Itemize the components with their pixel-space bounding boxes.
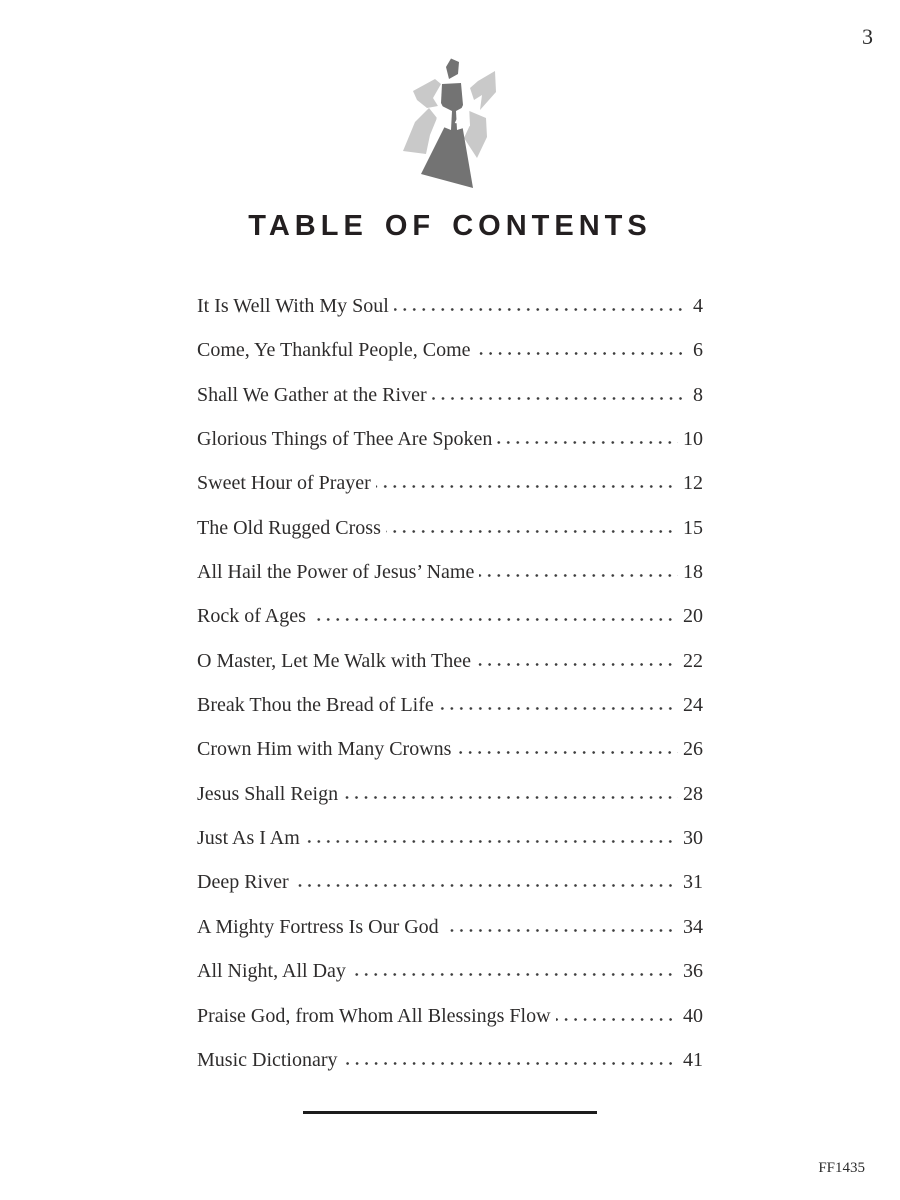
toc-entry-title: It Is Well With My Soul	[197, 295, 389, 317]
toc-entry-page: 8	[693, 383, 703, 406]
toc-entry	[197, 905, 703, 949]
toc-dot-leader	[556, 1017, 678, 1022]
toc-dot-leader	[444, 928, 678, 933]
catalog-number: FF1435	[818, 1160, 865, 1176]
toc-dot-leader	[456, 750, 678, 755]
toc-entry-page: 26	[683, 738, 703, 761]
toc-entry-title: Praise God, from Whom All Blessings Flow	[197, 1004, 551, 1027]
logo-left-wing-upper	[413, 79, 441, 108]
toc-entry	[197, 328, 703, 372]
toc-dot-leader	[386, 529, 678, 534]
toc-entry-page: 31	[683, 871, 703, 894]
logo-right-wing-upper	[470, 71, 496, 110]
toc-entry-title: Glorious Things of Thee Are Spoken	[197, 428, 493, 451]
toc-entry	[197, 949, 703, 993]
toc-dot-leader	[476, 662, 678, 667]
logo-head	[446, 59, 459, 80]
toc-dot-leader	[439, 706, 678, 711]
toc-entry-page: 28	[683, 782, 703, 805]
toc-dot-leader	[376, 484, 678, 489]
toc-entry	[197, 727, 703, 771]
toc-entry-page: 40	[683, 1004, 703, 1027]
toc-entry	[197, 461, 703, 505]
toc-entry-title: Break Thou the Bread of Life	[197, 694, 434, 717]
toc-entry	[197, 772, 703, 816]
toc-dot-leader	[343, 1061, 678, 1066]
toc-entry	[197, 639, 703, 683]
toc-dot-leader	[305, 839, 678, 844]
toc-entry	[197, 373, 703, 417]
toc-entry-page: 22	[683, 649, 703, 672]
toc-dot-leader	[351, 972, 678, 977]
toc-entry-title: O Master, Let Me Walk with Thee	[197, 649, 472, 672]
toc-entry-title: All Night, All Day	[197, 960, 346, 983]
page-title: TABLE OF CONTENTS	[248, 210, 652, 242]
toc-entry-title: Shall We Gather at the River	[197, 383, 427, 406]
toc-entry	[197, 506, 703, 550]
toc-entry-title: Come, Ye Thankful People, Come	[197, 339, 471, 362]
toc-entry-title: Deep River	[197, 871, 289, 894]
toc-entry	[197, 550, 703, 594]
toc-entry-title: A Mighty Fortress Is Our God	[197, 915, 439, 938]
footer-divider-line	[303, 1111, 597, 1114]
toc-entry	[197, 994, 703, 1038]
toc-entry-page: 36	[683, 960, 703, 983]
toc-entry-page: 20	[683, 605, 703, 628]
toc-entry-page: 15	[683, 516, 703, 539]
toc-entry-page: 18	[683, 561, 703, 584]
toc-entry-title: The Old Rugged Cross	[197, 516, 381, 539]
toc-dot-leader	[432, 396, 688, 401]
toc-entry	[197, 284, 703, 328]
toc-entry	[197, 683, 703, 727]
table-of-contents	[197, 284, 703, 1082]
toc-entry-page: 30	[683, 827, 703, 850]
toc-entry-title: Rock of Ages	[197, 605, 306, 628]
toc-entry-title: Music Dictionary	[197, 1048, 338, 1071]
page-number: 3	[862, 24, 873, 49]
toc-entry-title: Sweet Hour of Prayer	[197, 472, 371, 495]
toc-entry-title: Just As I Am	[197, 827, 300, 850]
toc-dot-leader	[394, 307, 688, 312]
toc-entry	[197, 417, 703, 461]
logo-left-wing-lower	[403, 108, 437, 154]
toc-entry	[197, 594, 703, 638]
toc-entry-page: 24	[683, 694, 703, 717]
toc-entry	[197, 860, 703, 904]
toc-entry	[197, 816, 703, 860]
toc-entry-page: 10	[683, 428, 703, 451]
toc-dot-leader	[476, 351, 688, 356]
toc-dot-leader	[479, 573, 678, 578]
toc-entry-page: 12	[683, 472, 703, 495]
toc-entry-page: 6	[693, 339, 703, 362]
toc-entry-page: 41	[683, 1048, 703, 1071]
toc-dot-leader	[343, 795, 678, 800]
toc-entry-title: Jesus Shall Reign	[197, 782, 339, 805]
toc-dot-leader	[311, 617, 678, 622]
toc-entry-title: Crown Him with Many Crowns	[197, 738, 452, 761]
toc-dot-leader	[497, 440, 678, 445]
angel-caroler-logo-icon	[400, 58, 500, 203]
toc-entry-page: 34	[683, 915, 703, 938]
toc-entry-title: All Hail the Power of Jesus’ Name	[197, 561, 475, 584]
toc-entry-page: 4	[693, 295, 703, 317]
toc-dot-leader	[294, 883, 678, 888]
toc-entry	[197, 1038, 703, 1082]
